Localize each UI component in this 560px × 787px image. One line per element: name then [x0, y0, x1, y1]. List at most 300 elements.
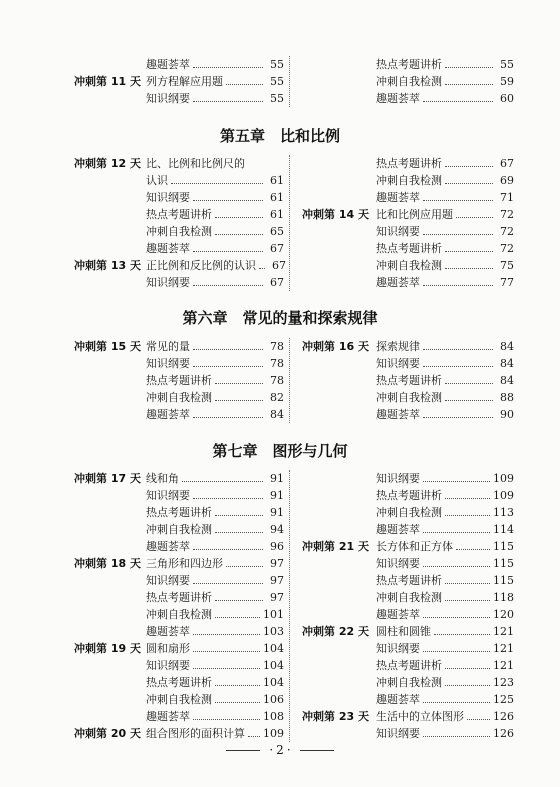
entry-title: 热点考题讲析	[146, 374, 212, 387]
dot-leader	[467, 719, 490, 720]
toc-entry	[70, 623, 284, 640]
day-label: 冲刺第 12 天	[74, 157, 141, 170]
dot-leader	[423, 532, 490, 533]
toc-entry	[70, 691, 284, 708]
dot-leader	[193, 498, 263, 499]
entry-title: 冲刺自我检测	[146, 608, 212, 621]
toc-entry	[302, 623, 514, 640]
entry-line	[376, 389, 514, 406]
entry-page-number: 118	[493, 591, 514, 604]
entry-title: 冲刺自我检测	[146, 225, 212, 238]
toc-entry	[302, 172, 514, 189]
entry-title: 知识纲要	[146, 574, 190, 587]
entry-title: 趣题荟萃	[146, 408, 190, 421]
dot-leader	[193, 285, 263, 286]
toc-entry	[70, 555, 284, 572]
entry-page-number: 65	[270, 225, 284, 238]
entry-page-number: 75	[500, 259, 514, 272]
entry-line	[376, 206, 514, 223]
entry-page-number: 67	[270, 242, 284, 255]
entry-page-number: 104	[263, 642, 284, 655]
dot-leader	[215, 515, 263, 516]
entry-title: 趣题荟萃	[376, 276, 420, 289]
day-label: 冲刺第 22 天	[302, 625, 369, 638]
entry-line	[146, 606, 284, 623]
entry-title: 热点考题讲析	[146, 208, 212, 221]
toc-entry	[302, 56, 514, 73]
toc-entry	[302, 355, 514, 372]
toc-entry	[302, 189, 514, 206]
toc-entry	[302, 572, 514, 589]
column-divider	[289, 56, 290, 107]
entry-line	[146, 640, 284, 657]
entry-page-number: 61	[270, 174, 284, 187]
entry-line	[146, 372, 284, 389]
dot-leader	[215, 617, 260, 618]
entry-page-number: 61	[270, 191, 284, 204]
dot-leader	[215, 600, 263, 601]
entry-title: 趣题荟萃	[146, 242, 190, 255]
entry-line	[376, 691, 514, 708]
dot-leader	[445, 251, 493, 252]
toc-entry	[302, 406, 514, 423]
dot-leader	[215, 532, 263, 533]
dot-leader	[193, 251, 263, 252]
entry-title: 比和比例应用题	[376, 208, 453, 221]
entry-line	[376, 372, 514, 389]
entry-line	[376, 572, 514, 589]
dot-leader	[445, 84, 493, 85]
dot-leader	[423, 101, 493, 102]
entry-line	[146, 355, 284, 372]
entry-page-number: 84	[500, 357, 514, 370]
entry-page-number: 109	[493, 489, 514, 502]
dot-leader	[456, 549, 490, 550]
toc-entry	[70, 206, 284, 223]
dot-leader	[259, 268, 265, 269]
entry-line	[146, 691, 284, 708]
section-right-column	[302, 338, 514, 423]
toc-entry	[302, 372, 514, 389]
entry-line	[376, 640, 514, 657]
entry-title: 长方体和正方体	[376, 540, 453, 553]
entry-line	[146, 674, 284, 691]
entry-line	[146, 470, 284, 487]
dot-leader	[215, 702, 260, 703]
toc-entry	[302, 606, 514, 623]
entry-line	[376, 257, 514, 274]
entry-page-number: 55	[270, 92, 284, 105]
dot-leader	[445, 400, 493, 401]
entry-page-number: 121	[493, 625, 514, 638]
toc-entry	[302, 504, 514, 521]
dot-leader	[215, 234, 263, 235]
toc-entry	[70, 372, 284, 389]
toc-entry	[70, 355, 284, 372]
toc-entry	[302, 640, 514, 657]
entry-page-number: 115	[493, 540, 514, 553]
entry-page-number: 96	[270, 540, 284, 553]
entry-page-number: 67	[500, 157, 514, 170]
entry-title: 冲刺自我检测	[146, 523, 212, 536]
entry-line	[376, 504, 514, 521]
day-label: 冲刺第 21 天	[302, 540, 369, 553]
entry-title: 线和角	[146, 472, 179, 485]
dot-leader	[193, 366, 263, 367]
entry-line	[146, 73, 284, 90]
entry-line	[146, 206, 284, 223]
entry-title: 热点考题讲析	[146, 506, 212, 519]
entry-line	[146, 538, 284, 555]
entry-title: 热点考题讲析	[376, 157, 442, 170]
entry-line	[146, 223, 284, 240]
dot-leader	[423, 349, 493, 350]
entry-title: 认识	[146, 174, 168, 187]
toc-entry	[70, 240, 284, 257]
entry-title: 趣题荟萃	[376, 693, 420, 706]
entry-page-number: 114	[493, 523, 514, 536]
entry-title: 知识纲要	[146, 659, 190, 672]
dot-leader	[215, 685, 260, 686]
entry-page-number: 94	[270, 523, 284, 536]
toc-entry	[302, 589, 514, 606]
entry-page-number: 88	[500, 391, 514, 404]
toc-entry	[302, 470, 514, 487]
dot-leader	[456, 217, 493, 218]
entry-line	[376, 555, 514, 572]
entry-title: 常见的量	[146, 340, 190, 353]
entry-line	[146, 155, 284, 172]
section-left-column	[70, 56, 284, 107]
entry-title: 热点考题讲析	[376, 58, 442, 71]
entry-page-number: 72	[500, 225, 514, 238]
entry-line	[376, 223, 514, 240]
toc-entry	[70, 538, 284, 555]
dot-leader	[423, 234, 493, 235]
entry-line	[376, 708, 514, 725]
entry-title: 组合图形的面积计算	[146, 727, 245, 740]
entry-title: 热点考题讲析	[376, 659, 442, 672]
entry-title: 知识纲要	[146, 92, 190, 105]
entry-page-number: 104	[263, 676, 284, 689]
entry-page-number: 126	[493, 710, 514, 723]
entry-page-number: 121	[493, 642, 514, 655]
entry-page-number: 97	[270, 574, 284, 587]
toc-entry	[70, 470, 284, 487]
dot-leader	[423, 285, 493, 286]
toc-entry	[302, 257, 514, 274]
entry-title: 列方程解应用题	[146, 75, 223, 88]
dot-leader	[226, 84, 263, 85]
entry-title: 热点考题讲析	[146, 591, 212, 604]
entry-title: 圆柱和圆锥	[376, 625, 431, 638]
toc-entry	[70, 406, 284, 423]
toc-entry	[302, 674, 514, 691]
toc-entry	[70, 56, 284, 73]
entry-page-number: 91	[270, 472, 284, 485]
toc-entry	[302, 206, 514, 223]
column-divider	[289, 155, 290, 291]
entry-page-number: 78	[270, 374, 284, 387]
page-number: 2	[276, 743, 284, 757]
entry-page-number: 109	[263, 727, 284, 740]
entry-title: 趣题荟萃	[146, 540, 190, 553]
dot-leader	[445, 383, 493, 384]
day-label: 冲刺第 14 天	[302, 208, 369, 221]
toc-entry	[302, 657, 514, 674]
dot-leader	[445, 498, 490, 499]
dot-leader	[445, 67, 493, 68]
entry-line	[376, 623, 514, 640]
entry-line	[146, 572, 284, 589]
entry-line	[146, 657, 284, 674]
entry-page-number: 72	[500, 208, 514, 221]
entry-page-number: 60	[500, 92, 514, 105]
entry-line	[376, 56, 514, 73]
dot-leader	[423, 566, 490, 567]
entry-page-number: 125	[493, 693, 514, 706]
entry-title: 冲刺自我检测	[376, 591, 442, 604]
entry-title: 热点考题讲析	[376, 489, 442, 502]
entry-title: 知识纲要	[146, 489, 190, 502]
toc-entry	[70, 73, 284, 90]
entry-title: 知识纲要	[376, 642, 420, 655]
entry-page-number: 97	[270, 591, 284, 604]
entry-title: 知识纲要	[376, 472, 420, 485]
entry-line	[376, 73, 514, 90]
day-label: 冲刺第 19 天	[74, 642, 141, 655]
toc-entry	[70, 189, 284, 206]
entry-line	[146, 504, 284, 521]
entry-title: 趣题荟萃	[376, 191, 420, 204]
toc-entry	[70, 155, 284, 172]
toc-entry	[70, 487, 284, 504]
dot-leader	[423, 736, 490, 737]
toc-entry	[302, 155, 514, 172]
dot-leader	[193, 651, 260, 652]
entry-title: 圆和扇形	[146, 642, 190, 655]
toc-entry	[302, 487, 514, 504]
entry-line	[146, 172, 284, 189]
day-label: 冲刺第 16 天	[302, 340, 369, 353]
entry-title: 冲刺自我检测	[376, 174, 442, 187]
entry-page-number: 91	[270, 506, 284, 519]
entry-title: 知识纲要	[376, 225, 420, 238]
dot-leader	[193, 549, 263, 550]
entry-title: 热点考题讲析	[376, 242, 442, 255]
dot-leader	[226, 566, 263, 567]
entry-page-number: 109	[493, 472, 514, 485]
column-divider	[289, 338, 290, 423]
section-right-column	[302, 56, 514, 107]
entry-page-number: 61	[270, 208, 284, 221]
entry-line	[376, 589, 514, 606]
toc-entry	[70, 606, 284, 623]
toc-entry	[302, 521, 514, 538]
toc-entry	[302, 73, 514, 90]
entry-line	[146, 406, 284, 423]
entry-title: 趣题荟萃	[146, 625, 190, 638]
entry-page-number: 78	[270, 340, 284, 353]
entry-title: 知识纲要	[146, 191, 190, 204]
entry-title: 知识纲要	[376, 357, 420, 370]
entry-page-number: 71	[500, 191, 514, 204]
entry-page-number: 106	[263, 693, 284, 706]
entry-page-number: 78	[270, 357, 284, 370]
dot-leader	[193, 668, 260, 669]
day-label: 冲刺第 23 天	[302, 710, 369, 723]
entry-line	[146, 257, 284, 274]
day-label: 冲刺第 20 天	[74, 727, 141, 740]
entry-line	[376, 172, 514, 189]
dot-leader	[423, 481, 490, 482]
dot-leader	[423, 200, 493, 201]
day-label: 冲刺第 18 天	[74, 557, 141, 570]
entry-title: 冲刺自我检测	[376, 259, 442, 272]
entry-line	[146, 189, 284, 206]
entry-line	[146, 521, 284, 538]
entry-page-number: 120	[493, 608, 514, 621]
entry-page-number: 103	[263, 625, 284, 638]
entry-title: 冲刺自我检测	[146, 693, 212, 706]
toc-entry	[302, 338, 514, 355]
dot-leader	[171, 183, 263, 184]
chapter-heading: 第六章 常见的量和探索规律	[182, 309, 378, 327]
entry-title: 生活中的立体图形	[376, 710, 464, 723]
entry-line	[376, 338, 514, 355]
section-left-column	[70, 338, 284, 423]
toc-entry	[302, 223, 514, 240]
footer-dot-right: ·	[286, 743, 291, 757]
toc-entry	[302, 274, 514, 291]
dot-leader	[193, 719, 260, 720]
entry-page-number: 108	[263, 710, 284, 723]
entry-line	[376, 240, 514, 257]
entry-page-number: 55	[500, 58, 514, 71]
day-label: 冲刺第 11 天	[74, 75, 141, 88]
toc-entry	[70, 504, 284, 521]
entry-line	[146, 708, 284, 725]
dot-leader	[445, 685, 490, 686]
dot-leader	[445, 183, 493, 184]
entry-line	[376, 521, 514, 538]
dot-leader	[193, 583, 263, 584]
dot-leader	[445, 515, 490, 516]
section-right-column	[302, 155, 514, 291]
dot-leader	[445, 268, 493, 269]
dot-leader	[423, 417, 493, 418]
entry-title: 正比例和反比例的认识	[146, 259, 256, 272]
entry-title: 热点考题讲析	[376, 374, 442, 387]
toc-entry	[70, 572, 284, 589]
entry-page-number: 84	[270, 408, 284, 421]
entry-title: 热点考题讲析	[376, 574, 442, 587]
entry-line	[376, 189, 514, 206]
dot-leader	[445, 166, 493, 167]
entry-page-number: 67	[270, 276, 284, 289]
entry-title: 趣题荟萃	[376, 608, 420, 621]
day-label: 冲刺第 13 天	[74, 259, 141, 272]
entry-title: 趣题荟萃	[146, 58, 190, 71]
entry-line	[146, 274, 284, 291]
entry-line	[146, 623, 284, 640]
entry-page-number: 115	[493, 557, 514, 570]
entry-title: 知识纲要	[376, 557, 420, 570]
entry-title: 冲刺自我检测	[376, 391, 442, 404]
entry-line	[376, 487, 514, 504]
entry-line	[146, 240, 284, 257]
toc-entry	[70, 640, 284, 657]
dot-leader	[423, 617, 490, 618]
entry-page-number: 123	[493, 676, 514, 689]
entry-page-number: 126	[493, 727, 514, 740]
footer-rule-right	[300, 750, 334, 751]
dot-leader	[193, 417, 263, 418]
dot-leader	[215, 400, 263, 401]
entry-line	[146, 338, 284, 355]
dot-leader	[248, 736, 260, 737]
entry-line	[376, 657, 514, 674]
toc-entry	[302, 691, 514, 708]
dot-leader	[193, 634, 260, 635]
entry-page-number: 55	[270, 58, 284, 71]
footer-rule-left	[226, 750, 260, 751]
column-divider	[289, 470, 290, 742]
entry-page-number: 115	[493, 574, 514, 587]
entry-page-number: 67	[272, 259, 286, 272]
toc-entry	[70, 172, 284, 189]
entry-page-number: 72	[500, 242, 514, 255]
entry-title: 冲刺自我检测	[376, 506, 442, 519]
entry-page-number: 84	[500, 340, 514, 353]
entry-line	[146, 56, 284, 73]
entry-page-number: 82	[270, 391, 284, 404]
entry-title: 冲刺自我检测	[376, 676, 442, 689]
toc-entry	[302, 240, 514, 257]
entry-title: 三角形和四边形	[146, 557, 223, 570]
entry-line	[376, 355, 514, 372]
dot-leader	[445, 600, 490, 601]
chapter-heading: 第七章 图形与几何	[212, 442, 348, 460]
dot-leader	[193, 349, 263, 350]
entry-line	[376, 674, 514, 691]
entry-title: 比、比例和比例尺的	[146, 157, 245, 170]
entry-page-number: 101	[263, 608, 284, 621]
entry-line	[146, 555, 284, 572]
toc-entry	[302, 90, 514, 107]
entry-title: 知识纲要	[146, 357, 190, 370]
entry-title: 趣题荟萃	[376, 408, 420, 421]
entry-line	[376, 90, 514, 107]
entry-page-number: 91	[270, 489, 284, 502]
dot-leader	[193, 200, 263, 201]
dot-leader	[423, 366, 493, 367]
section-left-column	[70, 155, 284, 291]
dot-leader	[445, 583, 490, 584]
entry-title: 趣题荟萃	[146, 710, 190, 723]
day-label: 冲刺第 17 天	[74, 472, 141, 485]
entry-page-number: 77	[500, 276, 514, 289]
entry-title: 热点考题讲析	[146, 676, 212, 689]
toc-entry	[70, 521, 284, 538]
entry-title: 冲刺自我检测	[146, 391, 212, 404]
toc-entry	[70, 257, 284, 274]
entry-line	[146, 90, 284, 107]
dot-leader	[445, 668, 490, 669]
toc-entry	[70, 657, 284, 674]
entry-title: 知识纲要	[146, 276, 190, 289]
entry-line	[376, 538, 514, 555]
